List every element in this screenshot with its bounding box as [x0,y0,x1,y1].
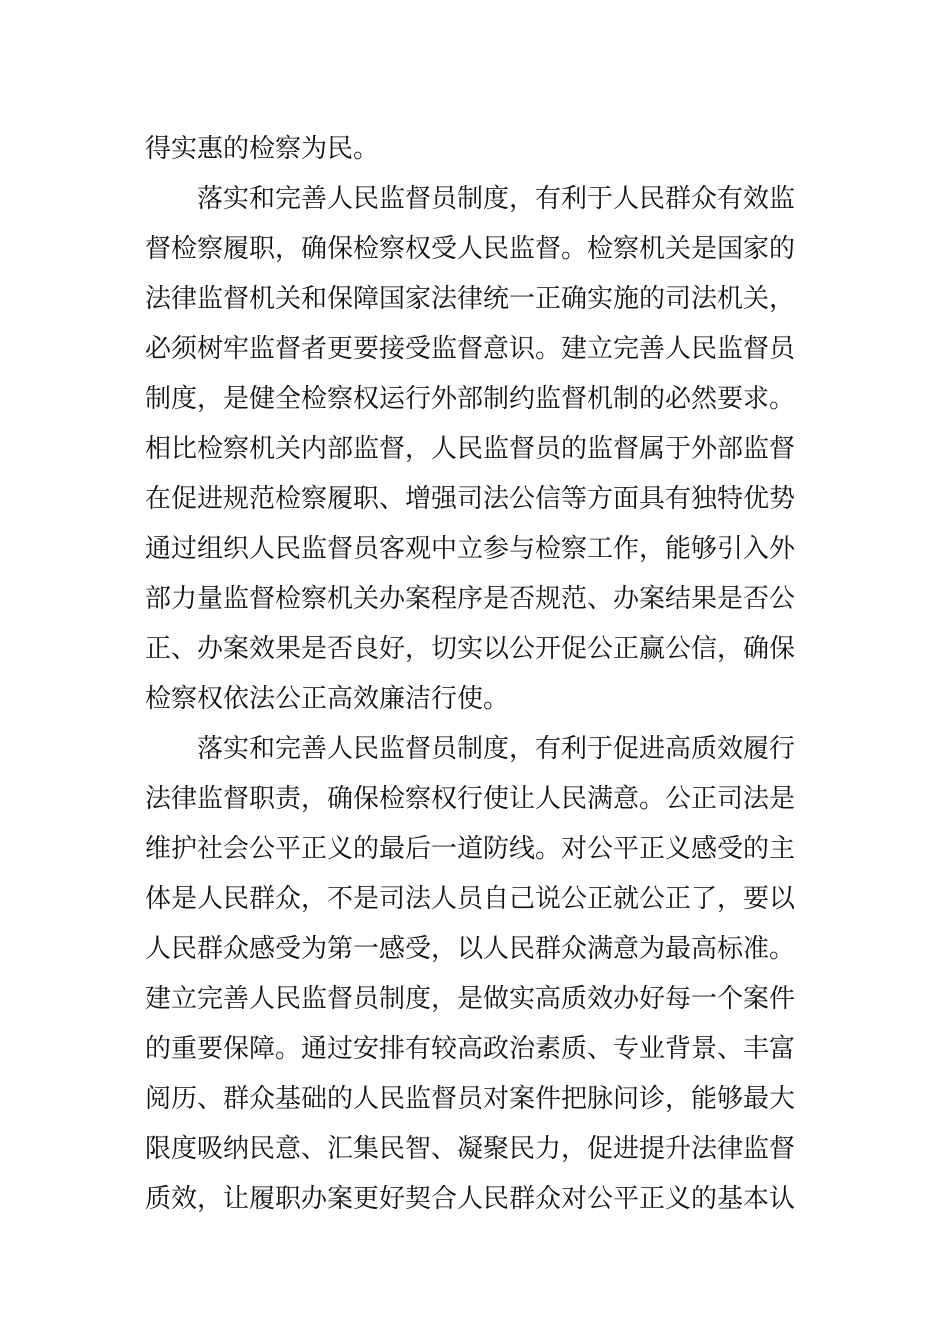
text-line: 人民群众感受为第一感受，以人民群众满意为最高标准。 [145,934,796,964]
text-line: 在促进规范检察履职、增强司法公信等方面具有独特优势 [145,484,796,514]
paragraph-2 [145,174,810,724]
text-line: 检察权依法公正高效廉洁行使。 [145,684,510,714]
text-line: 相比检察机关内部监督，人民监督员的监督属于外部监督 [145,434,796,464]
text-line: 质效，让履职办案更好契合人民群众对公平正义的基本认 [145,1184,796,1214]
text-line: 的重要保障。通过安排有较高政治素质、专业背景、丰富 [145,1034,796,1064]
text-line: 督检察履职，确保检察权受人民监督。检察机关是国家的 [145,234,796,264]
text-line: 必须树牢监督者更要接受监督意识。建立完善人民监督员 [145,334,796,364]
text-line: 维护社会公平正义的最后一道防线。对公平正义感受的主 [145,834,796,864]
text-line: 部力量监督检察机关办案程序是否规范、办案结果是否公 [145,584,796,614]
text-line: 限度吸纳民意、汇集民智、凝聚民力，促进提升法律监督 [145,1134,796,1164]
text-line: 法律监督职责，确保检察权行使让人民满意。公正司法是 [145,784,796,814]
text-line: 体是人民群众，不是司法人员自己说公正就公正了，要以 [145,884,796,914]
text-line: 通过组织人民监督员客观中立参与检察工作，能够引入外 [145,534,796,564]
text-line: 阅历、群众基础的人民监督员对案件把脉问诊，能够最大 [145,1084,796,1114]
text-line: 制度，是健全检察权运行外部制约监督机制的必然要求。 [145,384,796,414]
text-line: 得实惠的检察为民。 [145,134,380,164]
text-line: 法律监督机关和保障国家法律统一正确实施的司法机关， [145,284,796,314]
body-text [145,124,810,1224]
text-line: 落实和完善人民监督员制度，有利于人民群众有效监 [197,184,796,214]
paragraph-3 [145,724,810,1224]
paragraph-1 [145,124,810,174]
text-line: 正、办案效果是否良好，切实以公开促公正赢公信，确保 [145,634,796,664]
text-line: 建立完善人民监督员制度，是做实高质效办好每一个案件 [145,984,796,1014]
text-line: 落实和完善人民监督员制度，有利于促进高质效履行 [197,734,796,764]
